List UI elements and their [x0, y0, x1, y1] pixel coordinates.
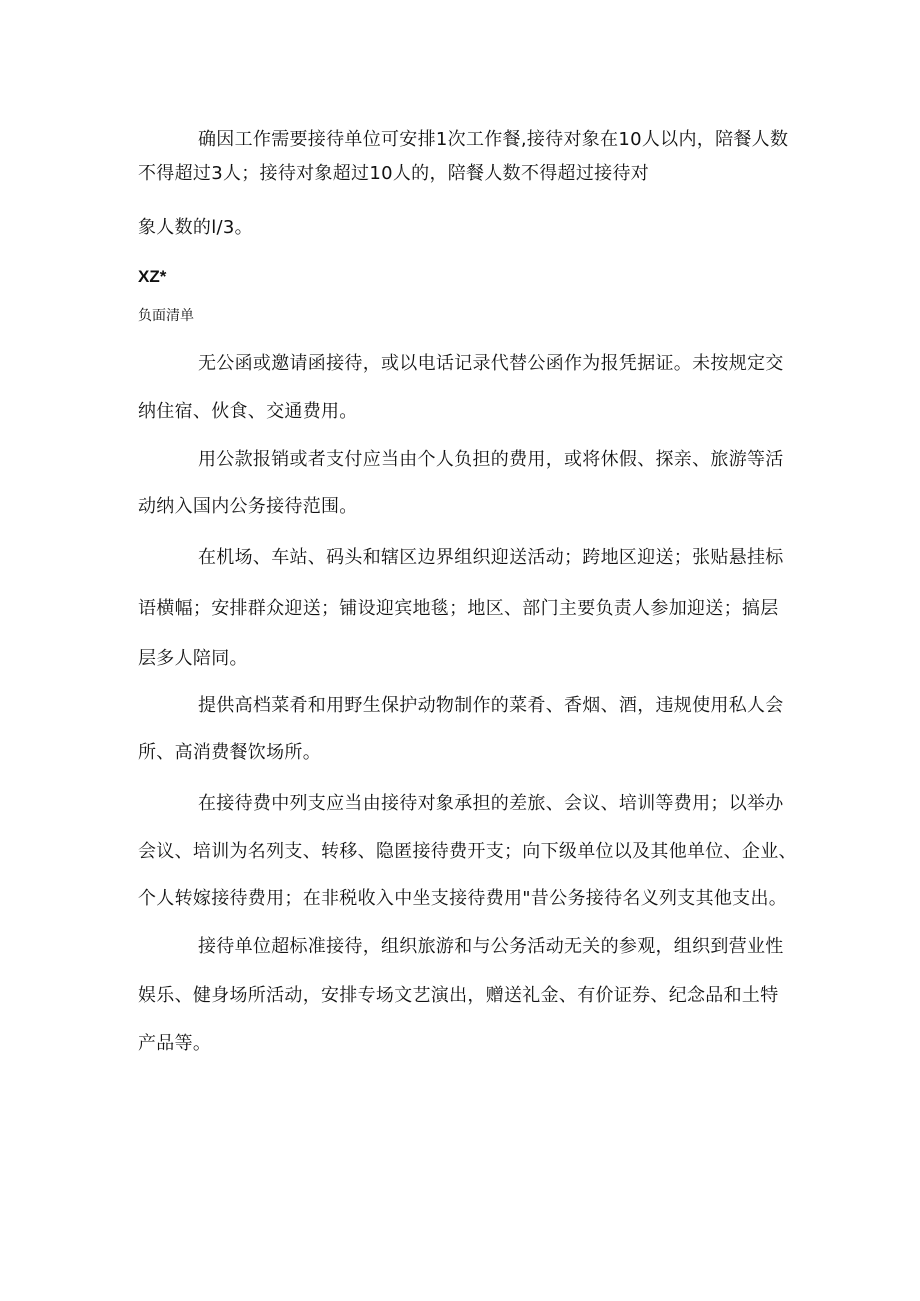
item-3-line-1: 在机场、车站、码头和辖区边界组织迎送活动；跨地区迎送；张贴悬挂标: [198, 547, 784, 568]
item-3-line-3: 层多人陪同。: [138, 648, 248, 669]
intro-line-2: 不得超过3人；接待对象超过10人的，陪餐人数不得超过接待对: [138, 163, 650, 184]
item-5-line-3: 个人转嫁接待费用；在非税收入中坐支接待费用"昔公务接待名义列支其他支出。: [138, 888, 788, 909]
item-3-line-2: 语横幅；安排群众迎送；铺设迎宾地毯；地区、部门主要负责人参加迎送；搞层: [138, 598, 779, 619]
item-2-line-1: 用公款报销或者支付应当由个人负担的费用，或将休假、探亲、旅游等活: [198, 449, 784, 470]
item-6-line-3: 产品等。: [138, 1033, 212, 1054]
section-mark: XZ*: [138, 267, 167, 286]
item-4-line-1: 提供高档菜肴和用野生保护动物制作的菜肴、香烟、酒，违规使用私人会: [198, 695, 784, 716]
item-6-line-2: 娱乐、健身场所活动，安排专场文艺演出，赠送礼金、有价证券、纪念品和土特: [138, 985, 779, 1006]
item-1-line-2: 纳住宿、伙食、交通费用。: [138, 401, 358, 422]
intro-line-3: 象人数的l/3。: [138, 217, 253, 238]
item-2-line-2: 动纳入国内公务接待范围。: [138, 496, 358, 517]
item-4-line-2: 所、高消费餐饮场所。: [138, 742, 321, 763]
item-5-line-1: 在接待费中列支应当由接待对象承担的差旅、会议、培训等费用；以举办: [198, 793, 784, 814]
section-title: 负面清单: [138, 308, 194, 324]
item-6-line-1: 接待单位超标准接待，组织旅游和与公务活动无关的参观，组织到营业性: [198, 936, 784, 957]
intro-line-1: 确因工作需要接待单位可安排1次工作餐,接待对象在10人以内，陪餐人数: [198, 129, 789, 150]
item-5-line-2: 会议、培训为名列支、转移、隐匿接待费开支；向下级单位以及其他单位、企业、: [138, 841, 797, 862]
item-1-line-1: 无公函或邀请函接待，或以电话记录代替公函作为报凭据证。未按规定交: [198, 353, 784, 374]
